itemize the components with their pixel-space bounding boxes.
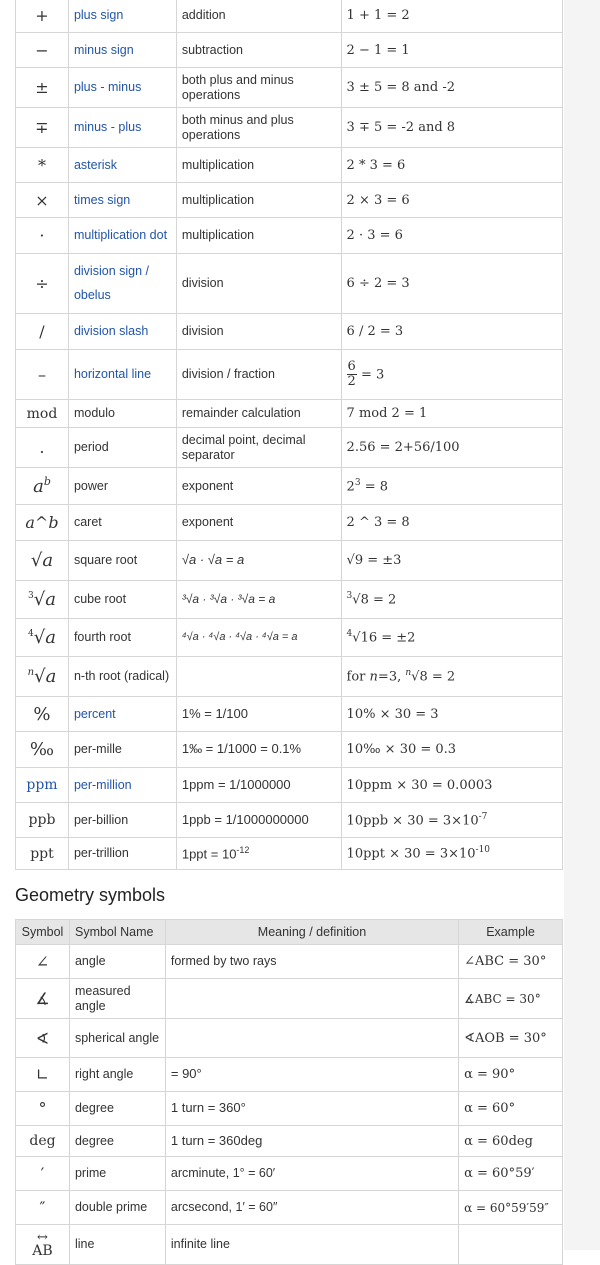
table-row [16, 657, 563, 697]
name-cell[interactable]: plus - minus [68, 68, 176, 108]
table-row [16, 732, 563, 768]
name-cell[interactable]: percent [68, 697, 176, 732]
symbol-cell: ÷ [16, 254, 69, 314]
name-cell: prime [69, 1157, 165, 1191]
name-cell: n-th root (radical) [68, 657, 176, 697]
symbol-cell: $^4$√a [16, 619, 69, 657]
meaning-cell: addition [176, 0, 341, 33]
example-cell: 2.56 = 2+56/100 [341, 428, 562, 468]
symbol-cell: ppt [16, 838, 69, 870]
example-cell: α = 90° [459, 1058, 563, 1092]
name-cell: cube root [68, 581, 176, 619]
example-cell: $10ppb \times 30 = 3\times 10^{-7}$ [341, 803, 562, 838]
page-gutter [564, 0, 600, 1250]
table-row [16, 838, 563, 870]
table-row [16, 803, 563, 838]
meaning-cell: division [176, 254, 341, 314]
name-cell: double prime [69, 1191, 165, 1225]
meaning-cell: arcminute, 1° = 60′ [165, 1157, 458, 1191]
meaning-cell: √a · √a = a [176, 541, 341, 581]
name-cell: period [68, 428, 176, 468]
symbol-cell: ppb [16, 803, 69, 838]
table-row [16, 428, 563, 468]
header-name: Symbol Name [69, 920, 165, 945]
symbol-cell: ‰ [16, 732, 69, 768]
table-row [16, 619, 563, 657]
symbol-cell: ″ [16, 1191, 70, 1225]
table-row [16, 468, 563, 505]
table-row [16, 33, 563, 68]
meaning-cell: decimal point, decimal separator [176, 428, 341, 468]
table-row [16, 581, 563, 619]
table-row [16, 1225, 563, 1265]
example-cell: 6 ÷ 2 = 3 [341, 254, 562, 314]
meaning-cell: 1% = 1/100 [176, 697, 341, 732]
example-cell: 10% × 30 = 3 [341, 697, 562, 732]
header-example: Example [459, 920, 563, 945]
meaning-cell: 1 turn = 360° [165, 1092, 458, 1126]
meaning-cell: 1ppb = 1/1000000000 [176, 803, 341, 838]
symbol-cell: ∡ [16, 979, 70, 1019]
name-cell[interactable]: division sign / obelus [68, 254, 176, 314]
symbol-cell: − [16, 33, 69, 68]
symbol-cell: / [16, 314, 69, 350]
symbol-cell: ′ [16, 1157, 70, 1191]
table-row [16, 183, 563, 218]
name-cell: per-trillion [68, 838, 176, 870]
name-cell: power [68, 468, 176, 505]
meaning-cell: both plus and minus operations [176, 68, 341, 108]
example-cell: α = 60deg [459, 1126, 563, 1157]
name-cell: fourth root [68, 619, 176, 657]
meaning-cell: infinite line [165, 1225, 458, 1265]
meaning-cell: 1 turn = 360deg [165, 1126, 458, 1157]
meaning-cell [165, 979, 458, 1019]
example-cell: 7 mod 2 = 1 [341, 400, 562, 428]
table-row [16, 108, 563, 148]
meaning-cell: formed by two rays [165, 945, 458, 979]
meaning-cell: division [176, 314, 341, 350]
example-cell: 2 · 3 = 6 [341, 218, 562, 254]
table-row [16, 1126, 563, 1157]
symbol-cell: * [16, 148, 69, 183]
name-cell[interactable]: per-million [68, 768, 176, 803]
symbol-cell: √a [16, 541, 69, 581]
symbol-cell: % [16, 697, 69, 732]
name-cell[interactable]: asterisk [68, 148, 176, 183]
table-row [16, 218, 563, 254]
meaning-cell: multiplication [176, 183, 341, 218]
example-cell: $\frac{6}{2}$ = 3 [341, 350, 562, 400]
name-cell: degree [69, 1126, 165, 1157]
name-cell: per-mille [68, 732, 176, 768]
example-cell: 1 + 1 = 2 [341, 0, 562, 33]
symbol-cell: – [16, 350, 69, 400]
symbol-cell: ppm [16, 768, 69, 803]
table-row [16, 1058, 563, 1092]
table-row [16, 148, 563, 183]
symbol-cell: ° [16, 1092, 70, 1126]
example-cell: 2 × 3 = 6 [341, 183, 562, 218]
name-cell: modulo [68, 400, 176, 428]
symbol-cell: ∢ [16, 1019, 70, 1058]
symbol-cell: ∓ [16, 108, 69, 148]
name-cell: square root [68, 541, 176, 581]
symbol-cell: . [16, 428, 69, 468]
arithmetic-symbols-table [15, 0, 563, 870]
example-cell: α = 60°59′59″ [459, 1191, 563, 1225]
meaning-cell: multiplication [176, 148, 341, 183]
table-row [16, 979, 563, 1019]
table-header-row [16, 920, 563, 945]
meaning-cell: subtraction [176, 33, 341, 68]
example-cell: $10ppt \times 30 = 3\times 10^{-10}$ [341, 838, 562, 870]
meaning-cell: = 90° [165, 1058, 458, 1092]
symbol-cell: a^b [16, 505, 69, 541]
table-row [16, 254, 563, 314]
table-row [16, 697, 563, 732]
name-cell[interactable]: minus sign [68, 33, 176, 68]
symbol-cell: deg [16, 1126, 70, 1157]
fraction: $\frac{6}{2}$ [347, 358, 356, 389]
name-cell[interactable]: horizontal line [68, 350, 176, 400]
example-cell: for n=3, $^n$√8 = 2 [341, 657, 562, 697]
table-row [16, 350, 563, 400]
example-cell: $2^3 = 8$ [341, 468, 562, 505]
geometry-symbols-table [15, 919, 563, 1265]
meaning-cell: ⁴√a · ⁴√a · ⁴√a · ⁴√a = a [176, 619, 341, 657]
table-row [16, 1157, 563, 1191]
symbol-cell: ∠ [16, 945, 70, 979]
example-cell: 3 ± 5 = 8 and -2 [341, 68, 562, 108]
meaning-cell: both minus and plus operations [176, 108, 341, 148]
symbol-cell: mod [16, 400, 69, 428]
example-cell: ∢AOB = 30° [459, 1019, 563, 1058]
meaning-cell: 1ppm = 1/1000000 [176, 768, 341, 803]
meaning-cell: ³√a · ³√a · ³√a = a [176, 581, 341, 619]
meaning-cell: exponent [176, 468, 341, 505]
table-row [16, 68, 563, 108]
table-row [16, 314, 563, 350]
meaning-cell: multiplication [176, 218, 341, 254]
table-row [16, 768, 563, 803]
meaning-cell [176, 657, 341, 697]
example-cell: α = 60° [459, 1092, 563, 1126]
example-cell: 2 ^ 3 = 8 [341, 505, 562, 541]
name-cell: angle [69, 945, 165, 979]
example-cell: ∡ABC = 30° [459, 979, 563, 1019]
example-cell: 3 ∓ 5 = -2 and 8 [341, 108, 562, 148]
symbol-cell: + [16, 0, 69, 33]
table-row [16, 0, 563, 33]
name-cell: line [69, 1225, 165, 1265]
name-cell: caret [68, 505, 176, 541]
symbol-cell: $a^b$ [16, 468, 69, 505]
example-cell: 2 − 1 = 1 [341, 33, 562, 68]
header-symbol: Symbol [16, 920, 70, 945]
header-meaning: Meaning / definition [165, 920, 458, 945]
section-heading: Geometry symbols [15, 885, 166, 905]
example-cell: $^3$√8 = 2 [341, 581, 562, 619]
symbol-cell: × [16, 183, 69, 218]
meaning-cell: $1ppt = 10^{-12}$ [176, 838, 341, 870]
meaning-cell: 1‰ = 1/1000 = 0.1% [176, 732, 341, 768]
example-cell [459, 1225, 563, 1265]
example-cell: 10ppm × 30 = 0.0003 [341, 768, 562, 803]
table-row [16, 505, 563, 541]
name-cell: per-billion [68, 803, 176, 838]
symbol-cell: ↔ AB [16, 1225, 70, 1265]
meaning-cell: exponent [176, 505, 341, 541]
symbol-cell: ∟ [16, 1058, 70, 1092]
meaning-cell: division / fraction [176, 350, 341, 400]
name-cell: right angle [69, 1058, 165, 1092]
name-cell: spherical angle [69, 1019, 165, 1058]
name-cell[interactable]: times sign [68, 183, 176, 218]
symbol-cell: $^n$√a [16, 657, 69, 697]
meaning-cell: arcsecond, 1′ = 60″ [165, 1191, 458, 1225]
example-cell: α = 60°59′ [459, 1157, 563, 1191]
example-cell: ∠ABC = 30° [459, 945, 563, 979]
symbol-cell: · [16, 218, 69, 254]
meaning-cell: remainder calculation [176, 400, 341, 428]
name-cell[interactable]: plus sign [68, 0, 176, 33]
name-cell: measured angle [69, 979, 165, 1019]
example-cell: 6 / 2 = 3 [341, 314, 562, 350]
table-row [16, 1019, 563, 1058]
table-row [16, 945, 563, 979]
table-row [16, 1191, 563, 1225]
table-row [16, 400, 563, 428]
table-row [16, 1092, 563, 1126]
name-cell: degree [69, 1092, 165, 1126]
meaning-cell [165, 1019, 458, 1058]
name-cell[interactable]: division slash [68, 314, 176, 350]
example-cell: √9 = ±3 [341, 541, 562, 581]
symbol-cell: ± [16, 68, 69, 108]
symbol-cell: $^3$√a [16, 581, 69, 619]
example-cell: 10‰ × 30 = 0.3 [341, 732, 562, 768]
name-cell[interactable]: minus - plus [68, 108, 176, 148]
example-cell: 2 * 3 = 6 [341, 148, 562, 183]
name-cell[interactable]: multiplication dot [68, 218, 176, 254]
example-cell: $^4$√16 = ±2 [341, 619, 562, 657]
table-row [16, 541, 563, 581]
